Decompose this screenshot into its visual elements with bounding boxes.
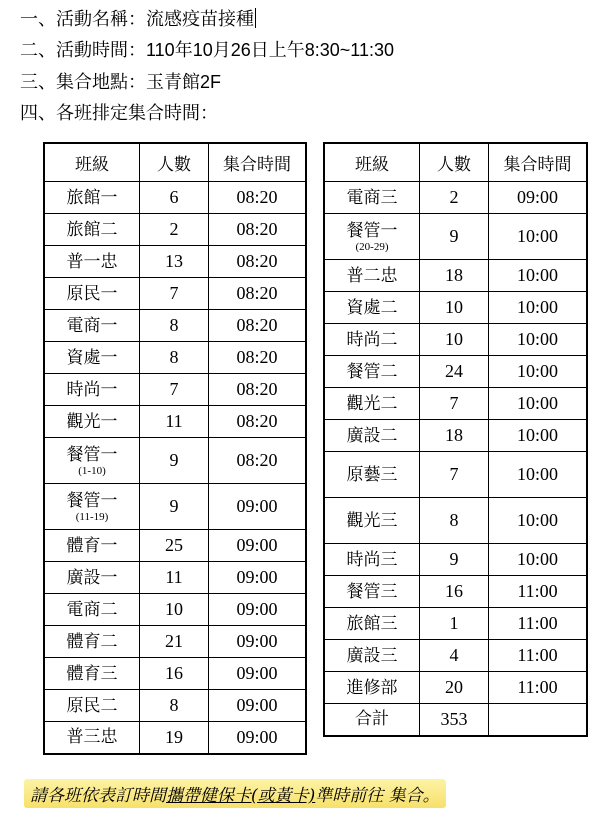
note-part4: 準時前往 集合。: [315, 786, 440, 806]
count-cell: 21: [140, 626, 209, 658]
count-cell: 11: [140, 562, 209, 594]
class-name: 體育二: [66, 631, 118, 652]
class-cell: [44, 374, 140, 406]
count-cell: 1: [420, 608, 489, 640]
table-row: [44, 182, 306, 214]
class-cell: [324, 388, 420, 420]
count-cell: 11: [140, 406, 209, 438]
time-cell: 11:00: [489, 576, 588, 608]
class-name: 普一忠: [66, 251, 118, 272]
class-cell: [44, 310, 140, 342]
class-cell: [324, 324, 420, 356]
count-cell: 8: [140, 690, 209, 722]
table-header-row: [324, 143, 587, 182]
count-cell: 9: [420, 214, 489, 260]
class-name: 資處二: [346, 297, 398, 318]
class-name: 時尚一: [66, 379, 118, 400]
class-name: 旅館二: [66, 219, 118, 240]
count-cell: 9: [420, 544, 489, 576]
class-cell: [324, 498, 420, 544]
class-cell: [44, 484, 140, 530]
class-name: 旅館一: [66, 187, 118, 208]
table-row: [324, 214, 587, 260]
text-cursor: [255, 8, 256, 28]
activity-name-line: [20, 8, 256, 32]
class-cell: [44, 246, 140, 278]
table-row: [44, 658, 306, 690]
count-cell: 9: [140, 484, 209, 530]
class-subgroup: (11-19): [75, 510, 109, 523]
table-row: [324, 704, 587, 736]
table-row: [44, 690, 306, 722]
class-name: 餐管三: [346, 581, 398, 602]
count-cell: 7: [140, 374, 209, 406]
time-cell: 09:00: [209, 658, 307, 690]
class-name: 電商三: [346, 187, 398, 208]
count-cell: 25: [140, 530, 209, 562]
class-name: 時尚三: [346, 549, 398, 570]
class-cell: [44, 658, 140, 690]
time-cell: 10:00: [489, 498, 588, 544]
time-cell: 09:00: [209, 722, 307, 754]
class-cell: [44, 182, 140, 214]
class-cell: [44, 562, 140, 594]
class-cell: [324, 260, 420, 292]
header-time: 集合時間: [209, 143, 307, 182]
table-row: [44, 342, 306, 374]
class-name: 合計: [355, 709, 389, 730]
count-cell: 20: [420, 672, 489, 704]
time-cell: 08:20: [209, 278, 307, 310]
time-cell: 11:00: [489, 640, 588, 672]
note-part2: 攜帶健保卡: [166, 786, 251, 806]
class-name: 廣設三: [346, 645, 398, 666]
reminder-note: [24, 779, 446, 808]
time-cell: 11:00: [489, 672, 588, 704]
table-row: [44, 530, 306, 562]
class-cell: [44, 406, 140, 438]
table-row: [324, 576, 587, 608]
time-cell: 08:20: [209, 214, 307, 246]
count-cell: 6: [140, 182, 209, 214]
class-name: 餐管一: [346, 220, 398, 241]
class-name: 體育三: [66, 663, 118, 684]
class-name: 觀光二: [346, 393, 398, 414]
schedule-heading: [20, 102, 218, 126]
class-name: 觀光一: [66, 411, 118, 432]
count-cell: 18: [420, 260, 489, 292]
time-cell: 11:00: [489, 608, 588, 640]
time-cell: 10:00: [489, 388, 588, 420]
time-cell: 08:20: [209, 310, 307, 342]
time-cell: 10:00: [489, 420, 588, 452]
time-cell: 08:20: [209, 342, 307, 374]
count-cell: 16: [420, 576, 489, 608]
class-name: 餐管一: [66, 490, 118, 511]
class-name: 體育一: [66, 535, 118, 556]
table-row: [324, 420, 587, 452]
table-row: [324, 292, 587, 324]
class-name: 原民一: [66, 283, 118, 304]
table-row: [44, 374, 306, 406]
table-row: [44, 722, 306, 754]
class-name: 資處一: [66, 347, 118, 368]
count-cell: 10: [420, 324, 489, 356]
table-row: [324, 640, 587, 672]
table-row: [324, 388, 587, 420]
location-label: 三、集合地點：: [20, 72, 146, 93]
class-cell: [324, 704, 420, 736]
schedule-table-left: [43, 142, 307, 755]
table-row: [44, 438, 306, 484]
class-cell: [324, 292, 420, 324]
table-row: [44, 562, 306, 594]
count-cell: 8: [420, 498, 489, 544]
table-row: [44, 310, 306, 342]
class-cell: [324, 452, 420, 498]
count-cell: 18: [420, 420, 489, 452]
class-cell: [44, 278, 140, 310]
class-name: 廣設二: [346, 425, 398, 446]
time-cell: 08:20: [209, 246, 307, 278]
schedule-table-right: [323, 142, 588, 737]
class-name: 時尚二: [346, 329, 398, 350]
class-name: 電商二: [66, 599, 118, 620]
time-cell: 09:00: [209, 626, 307, 658]
count-cell: 8: [140, 342, 209, 374]
table-row: [324, 260, 587, 292]
class-cell: [44, 690, 140, 722]
activity-time-line: [20, 38, 394, 63]
class-cell: [44, 530, 140, 562]
activity-name-label: 一、活動名稱：: [20, 9, 146, 30]
header-class: 班級: [44, 143, 140, 182]
class-cell: [44, 342, 140, 374]
time-cell: 10:00: [489, 214, 588, 260]
table-row: [44, 594, 306, 626]
class-cell: [324, 182, 420, 214]
class-cell: [324, 544, 420, 576]
class-name: 原民二: [66, 695, 118, 716]
time-cell: 08:20: [209, 182, 307, 214]
table-header-row: [44, 143, 306, 182]
class-cell: [44, 438, 140, 484]
class-name: 廣設一: [66, 567, 118, 588]
count-cell: 4: [420, 640, 489, 672]
location-value: 玉青館2F: [146, 72, 222, 92]
count-cell: 24: [420, 356, 489, 388]
class-cell: [44, 626, 140, 658]
table-row: [324, 608, 587, 640]
time-cell: 10:00: [489, 324, 588, 356]
time-cell: 09:00: [209, 562, 307, 594]
class-subgroup: (20-29): [355, 240, 389, 253]
count-cell: 16: [140, 658, 209, 690]
time-cell: 10:00: [489, 292, 588, 324]
header-time: 集合時間: [489, 143, 588, 182]
class-cell: [324, 356, 420, 388]
table-row: [44, 484, 306, 530]
class-cell: [324, 672, 420, 704]
activity-time-value: 110年10月26日上午8:30~11:30: [146, 40, 394, 60]
table-row: [324, 672, 587, 704]
count-cell: 7: [420, 388, 489, 420]
count-cell: 10: [420, 292, 489, 324]
table-row: [324, 324, 587, 356]
time-cell: 08:20: [209, 374, 307, 406]
count-cell: 10: [140, 594, 209, 626]
class-cell: [324, 608, 420, 640]
class-cell: [44, 722, 140, 754]
header-count: 人數: [140, 143, 209, 182]
time-cell: 09:00: [209, 594, 307, 626]
class-name: 餐管二: [346, 361, 398, 382]
class-cell: [324, 640, 420, 672]
class-name: 旅館三: [346, 613, 398, 634]
count-cell: 9: [140, 438, 209, 484]
table-row: [44, 406, 306, 438]
count-cell: 8: [140, 310, 209, 342]
count-cell: 13: [140, 246, 209, 278]
table-row: [44, 626, 306, 658]
count-cell: 19: [140, 722, 209, 754]
time-cell: 10:00: [489, 356, 588, 388]
table-row: [324, 544, 587, 576]
time-cell: 08:20: [209, 406, 307, 438]
activity-time-label: 二、活動時間：: [20, 40, 146, 61]
table-row: [324, 452, 587, 498]
class-name: 電商一: [66, 315, 118, 336]
class-name: 普三忠: [66, 727, 118, 748]
table-row: [44, 278, 306, 310]
class-cell: [324, 420, 420, 452]
table-row: [44, 214, 306, 246]
location-line: [20, 70, 221, 95]
table-row: [44, 246, 306, 278]
schedule-heading-label: 四、各班排定集合時間：: [20, 103, 218, 124]
count-cell: 7: [140, 278, 209, 310]
class-name: 原藝三: [346, 464, 398, 485]
time-cell: 10:00: [489, 452, 588, 498]
class-cell: [44, 214, 140, 246]
count-cell: 2: [140, 214, 209, 246]
table-row: [324, 498, 587, 544]
class-cell: [324, 576, 420, 608]
header-class: 班級: [324, 143, 420, 182]
class-subgroup: (1-10): [78, 464, 106, 477]
class-name: 餐管一: [66, 444, 118, 465]
time-cell: 09:00: [209, 484, 307, 530]
note-part1: 請各班依表訂時間: [30, 786, 166, 806]
class-name: 觀光三: [346, 510, 398, 531]
time-cell: 10:00: [489, 260, 588, 292]
time-cell: [489, 704, 588, 736]
count-cell: 2: [420, 182, 489, 214]
time-cell: 09:00: [489, 182, 588, 214]
header-count: 人數: [420, 143, 489, 182]
table-row: [324, 356, 587, 388]
time-cell: 08:20: [209, 438, 307, 484]
class-name: 進修部: [346, 677, 398, 698]
time-cell: 09:00: [209, 690, 307, 722]
time-cell: 10:00: [489, 544, 588, 576]
table-row: [324, 182, 587, 214]
count-cell: 7: [420, 452, 489, 498]
class-cell: [324, 214, 420, 260]
class-cell: [44, 594, 140, 626]
count-cell: 353: [420, 704, 489, 736]
activity-name-value: 流感疫苗接種: [146, 9, 254, 30]
class-name: 普二忠: [346, 265, 398, 286]
time-cell: 09:00: [209, 530, 307, 562]
note-part3: (或黃卡): [251, 786, 316, 806]
